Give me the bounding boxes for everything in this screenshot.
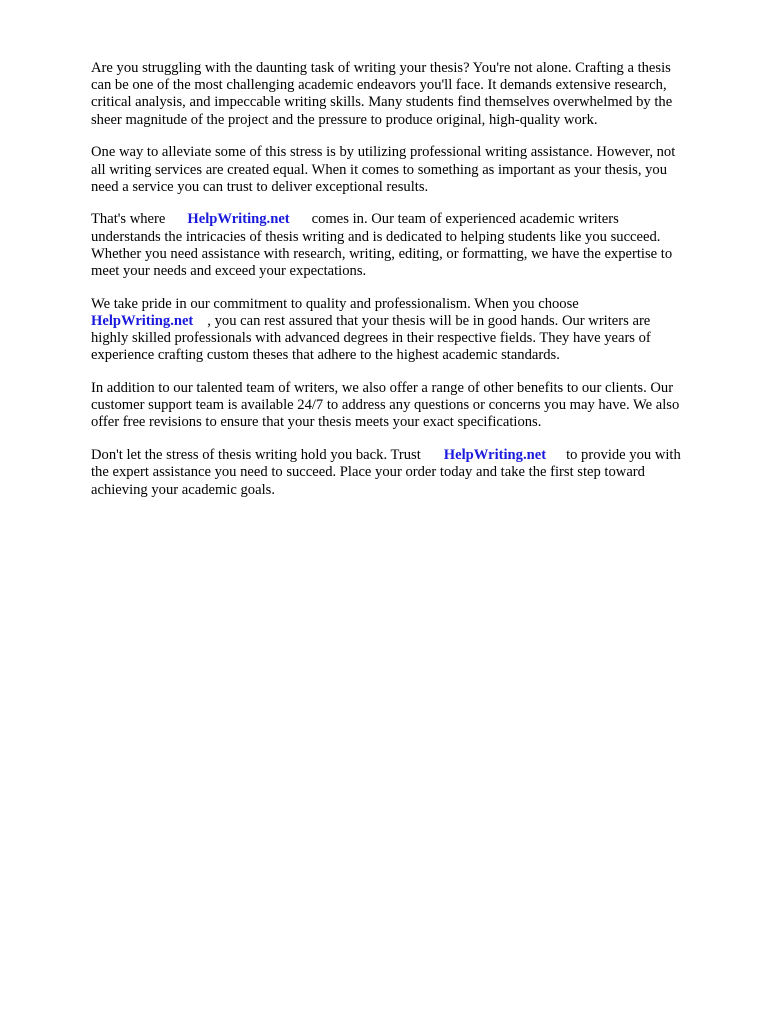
paragraph-text: to provide you with the expert assistance you need to succeed. Place your order today and take the first step toward achieving your academic goals. bbox=[91, 447, 681, 498]
paragraph-benefits: In addition to our talented team of writers, we also offer a range of other benefits to our clients. Our customer support team is available 24/7 to address any questions or concerns you may have. We also offer free revisions to ensure that your thesis meets your exact specifications. bbox=[91, 380, 680, 431]
paragraph-text: comes in. Our team of experienced academic writers understands the intricacies of thesis writing and is dedicated to helping students like you succeed. Whether you need assistance with research, writing, editing, or formatting, we have the expertise to meet your needs and exceed your expectations. bbox=[91, 211, 673, 280]
helpwriting-link[interactable]: HelpWriting.net bbox=[443, 447, 547, 464]
paragraph-text: , you can rest assured that your thesis will be in good hands. Our writers are highly skilled professionals with advanced degrees in their respective fields. They have years of experience crafting custom theses that adhere to the highest academic standards. bbox=[91, 312, 651, 364]
helpwriting-link[interactable]: HelpWriting.net bbox=[91, 312, 194, 329]
paragraph-call-to-action bbox=[91, 447, 731, 499]
paragraph-assistance: One way to alleviate some of this stress is by utilizing professional writing assistance. However, not all writing services are created equal. When it comes to something as important as your thesis, you need a service you can trust to deliver exceptional results. bbox=[91, 144, 676, 195]
helpwriting-link[interactable]: HelpWriting.net bbox=[187, 211, 290, 228]
paragraph-thats-where bbox=[91, 211, 731, 280]
paragraph-text: That's where bbox=[91, 211, 166, 228]
document-page bbox=[91, 60, 731, 514]
paragraph-text: Don't let the stress of thesis writing hold you back. Trust bbox=[91, 447, 421, 464]
paragraph-text: We take pride in our commitment to quality and professionalism. When you choose bbox=[91, 295, 579, 312]
paragraph-intro: Are you struggling with the daunting task of writing your thesis? You're not alone. Crafting a thesis can be one of the most challenging academic endeavors you'll face. It demands extensive research, critical analysis, and impeccable writing skills. Many students find themselves overwhelmed by the sheer magnitude of the project and the pressure to produce original, high-quality work. bbox=[91, 60, 673, 128]
paragraph-quality bbox=[91, 296, 731, 365]
